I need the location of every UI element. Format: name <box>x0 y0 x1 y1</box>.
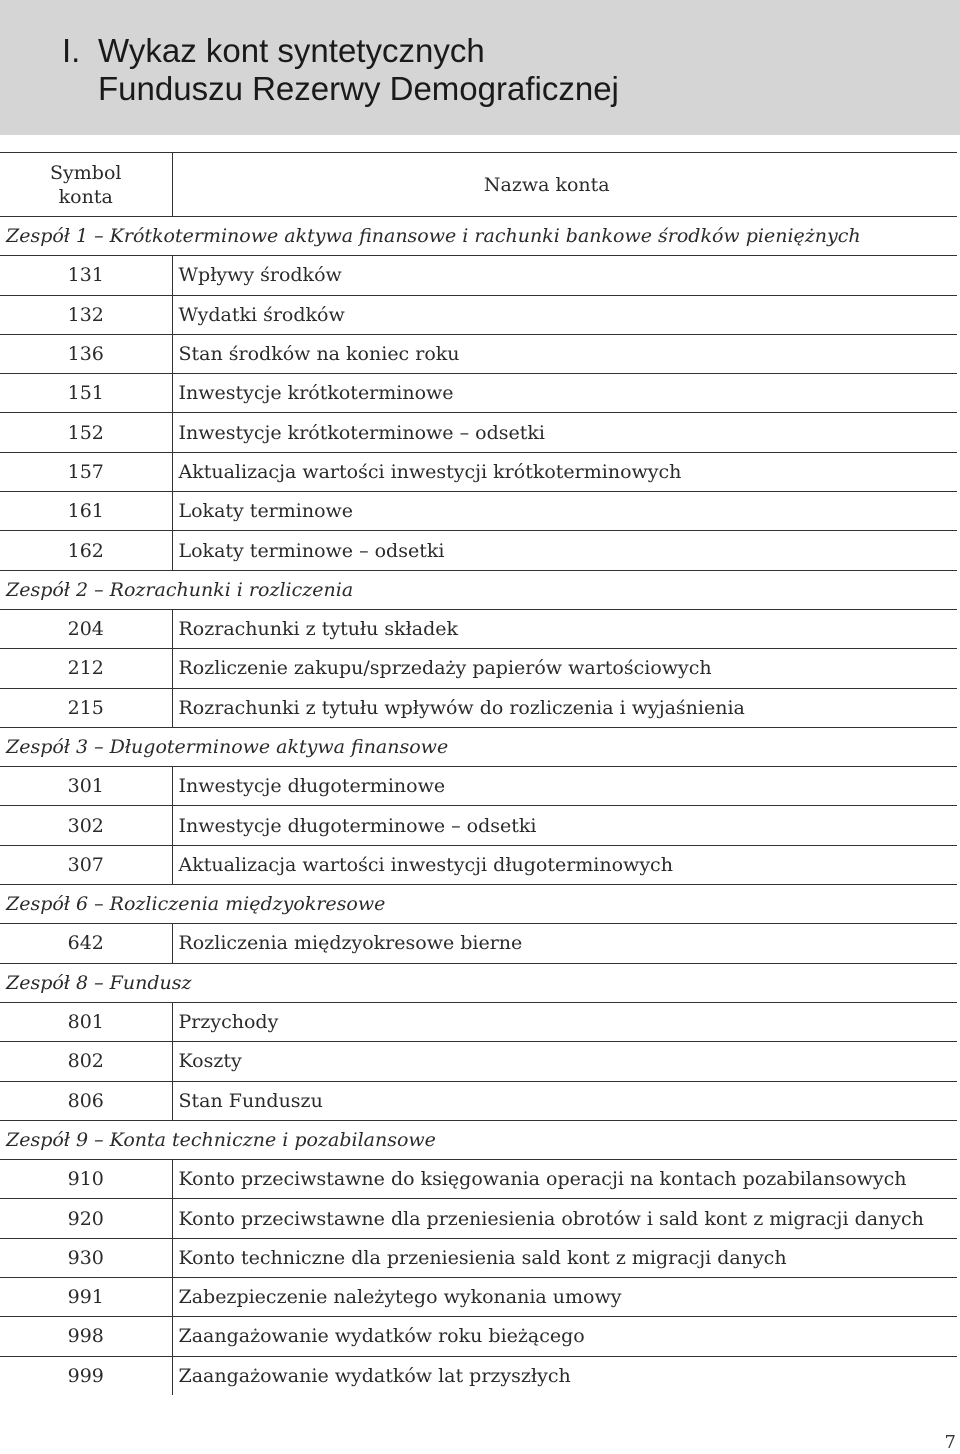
table-row <box>0 1002 957 1041</box>
account-name: Lokaty terminowe – odsetki <box>172 531 957 570</box>
table-row <box>0 1317 957 1356</box>
account-code: 162 <box>0 531 172 570</box>
account-code: 642 <box>0 924 172 963</box>
account-name: Rozliczenie zakupu/sprzedaży papierów wartościowych <box>172 649 957 688</box>
page-number: 7 <box>944 1432 956 1453</box>
group-row <box>0 217 957 256</box>
chapter-number: I. <box>62 32 81 69</box>
header-symbol <box>0 153 172 217</box>
account-code: 801 <box>0 1002 172 1041</box>
table-row <box>0 688 957 727</box>
page-title: Wykaz kont syntetycznych <box>98 32 485 69</box>
account-code: 157 <box>0 452 172 491</box>
table-row <box>0 374 957 413</box>
table-row <box>0 452 957 491</box>
table-row <box>0 256 957 295</box>
account-name: Zaangażowanie wydatków lat przyszłych <box>178 1364 571 1387</box>
account-name: Konto przeciwstawne dla przeniesienia obrotów i sald kont z migracji danych <box>172 1199 957 1238</box>
account-code: 307 <box>0 845 172 884</box>
account-code: 301 <box>0 767 172 806</box>
account-name: Inwestycje krótkoterminowe <box>172 374 957 413</box>
account-name: Wpływy środków <box>172 256 957 295</box>
account-name: Zaangażowanie wydatków roku bieżącego <box>172 1317 957 1356</box>
account-code: 998 <box>0 1317 172 1356</box>
account-code: 991 <box>0 1278 172 1317</box>
page-title-line-1 <box>62 32 960 70</box>
account-code: 920 <box>0 1199 172 1238</box>
group-row <box>0 885 957 924</box>
account-code: 204 <box>0 609 172 648</box>
group-title: Zespół 8 – Fundusz <box>0 963 957 1002</box>
group-row <box>0 1120 957 1159</box>
account-code: 161 <box>0 492 172 531</box>
account-code: 132 <box>0 295 172 334</box>
header-name <box>172 153 957 217</box>
table-header-row <box>0 153 957 217</box>
table-row <box>0 1238 957 1277</box>
account-name: Stan Funduszu <box>172 1081 957 1120</box>
group-title: Zespół 3 – Długoterminowe aktywa finansowe <box>0 727 957 766</box>
table-row <box>0 492 957 531</box>
group-title: Zespół 1 – Krótkoterminowe aktywa finansowe i rachunki bankowe środków pieniężnych <box>0 217 957 256</box>
account-code: 136 <box>0 334 172 373</box>
group-title: Zespół 9 – Konta techniczne i pozabilansowe <box>0 1120 957 1159</box>
table-row <box>0 845 957 884</box>
account-name: Rozrachunki z tytułu wpływów do rozliczenia i wyjaśnienia <box>172 688 957 727</box>
account-name: Lokaty terminowe <box>172 492 957 531</box>
table-row <box>0 924 957 963</box>
group-title: Zespół 2 – Rozrachunki i rozliczenia <box>0 570 957 609</box>
account-name: Koszty <box>172 1042 957 1081</box>
table-row <box>0 1356 957 1395</box>
account-name: Rozrachunki z tytułu składek <box>172 609 957 648</box>
table-row <box>0 295 957 334</box>
account-name: Wydatki środków <box>172 295 957 334</box>
account-code: 131 <box>0 256 172 295</box>
table-row <box>0 1081 957 1120</box>
table-row <box>0 767 957 806</box>
account-name: Konto przeciwstawne do księgowania operacji na kontach pozabilansowych <box>172 1160 957 1199</box>
header-symbol-line-1: Symbol <box>50 161 122 184</box>
account-code: 910 <box>0 1160 172 1199</box>
account-name: Zabezpieczenie należytego wykonania umowy <box>172 1278 957 1317</box>
table-row <box>0 1278 957 1317</box>
table-row <box>0 531 957 570</box>
table-row <box>0 334 957 373</box>
page-title-line-2: Funduszu Rezerwy Demograficznej <box>98 70 619 107</box>
accounts-table <box>0 152 957 1395</box>
account-name: Konto techniczne dla przeniesienia sald kont z migracji danych <box>172 1238 957 1277</box>
table-row <box>0 1042 957 1081</box>
accounts-body <box>0 217 957 1395</box>
account-name: Inwestycje długoterminowe – odsetki <box>172 806 957 845</box>
title-band <box>0 0 960 135</box>
header-name-label: Nazwa konta <box>483 173 610 196</box>
account-code: 212 <box>0 649 172 688</box>
account-code: 215 <box>0 688 172 727</box>
account-code: 930 <box>0 1238 172 1277</box>
table-row <box>0 609 957 648</box>
account-code: 806 <box>0 1081 172 1120</box>
account-code: 802 <box>0 1042 172 1081</box>
table-row <box>0 1160 957 1199</box>
account-name: Rozliczenia międzyokresowe bierne <box>172 924 957 963</box>
account-name: Inwestycje długoterminowe <box>172 767 957 806</box>
group-row <box>0 570 957 609</box>
account-name: Przychody <box>172 1002 957 1041</box>
group-row <box>0 963 957 1002</box>
table-row <box>0 413 957 452</box>
account-code: 151 <box>0 374 172 413</box>
table-row <box>0 1199 957 1238</box>
table-row <box>0 806 957 845</box>
account-name: Aktualizacja wartości inwestycji długoterminowych <box>172 845 957 884</box>
account-name: Aktualizacja wartości inwestycji krótkoterminowych <box>172 452 957 491</box>
account-name: Stan środków na koniec roku <box>172 334 957 373</box>
table-row <box>0 649 957 688</box>
account-code: 152 <box>0 413 172 452</box>
account-code: 999 <box>0 1356 172 1395</box>
header-symbol-line-2: konta <box>58 185 113 208</box>
group-title: Zespół 6 – Rozliczenia międzyokresowe <box>0 885 957 924</box>
group-row <box>0 727 957 766</box>
account-code: 302 <box>0 806 172 845</box>
account-name: Inwestycje krótkoterminowe – odsetki <box>172 413 957 452</box>
